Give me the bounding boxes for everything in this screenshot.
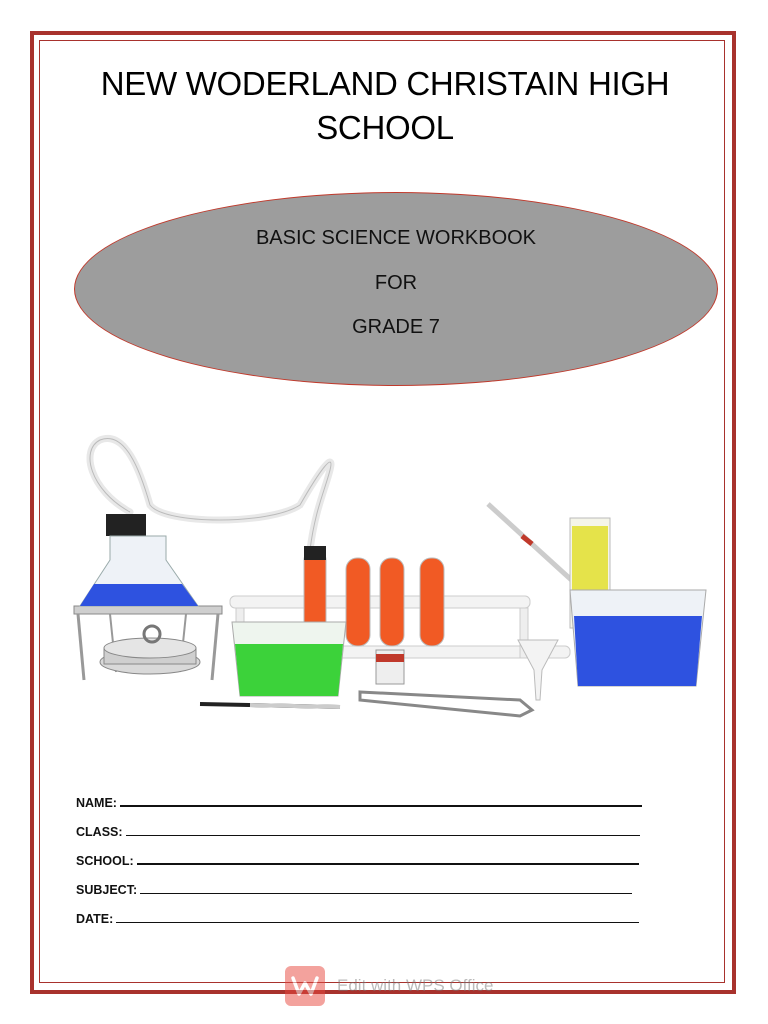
class-field[interactable] bbox=[76, 819, 640, 839]
subject-label: SUBJECT: bbox=[76, 883, 138, 897]
school-line[interactable] bbox=[137, 863, 639, 865]
beaker-green bbox=[232, 622, 346, 696]
school-field[interactable] bbox=[76, 848, 639, 868]
name-line[interactable] bbox=[120, 805, 642, 807]
funnel bbox=[518, 640, 558, 700]
subject-line[interactable] bbox=[140, 893, 632, 894]
school-title-line2: SCHOOL bbox=[316, 109, 454, 146]
class-line[interactable] bbox=[126, 835, 640, 836]
subject-field[interactable] bbox=[76, 877, 632, 897]
lab-equipment-illustration bbox=[70, 410, 720, 720]
date-line[interactable] bbox=[116, 922, 639, 923]
workbook-title: BASIC SCIENCE WORKBOOK bbox=[255, 227, 537, 249]
test-tube-2 bbox=[346, 558, 370, 646]
name-label: NAME: bbox=[76, 796, 117, 810]
test-tube-4 bbox=[420, 558, 444, 646]
date-label: DATE: bbox=[76, 912, 114, 926]
name-field[interactable] bbox=[76, 790, 642, 810]
wps-watermark bbox=[285, 966, 494, 1006]
watermark-text: Edit with WPS Office bbox=[337, 976, 494, 995]
date-field[interactable] bbox=[76, 906, 639, 926]
crucible-tongs bbox=[360, 692, 532, 716]
small-vial bbox=[376, 650, 404, 684]
test-tube-3 bbox=[380, 558, 404, 646]
beaker-blue bbox=[570, 590, 706, 686]
conical-flask bbox=[80, 514, 198, 606]
workbook-for: FOR bbox=[374, 272, 418, 294]
wps-logo-icon bbox=[285, 966, 325, 1006]
school-title-line1: NEW WODERLAND CHRISTAIN HIGH bbox=[100, 65, 670, 102]
school-title bbox=[60, 62, 710, 150]
school-label: SCHOOL: bbox=[76, 854, 134, 868]
class-label: CLASS: bbox=[76, 825, 123, 839]
workbook-grade: GRADE 7 bbox=[352, 316, 440, 338]
